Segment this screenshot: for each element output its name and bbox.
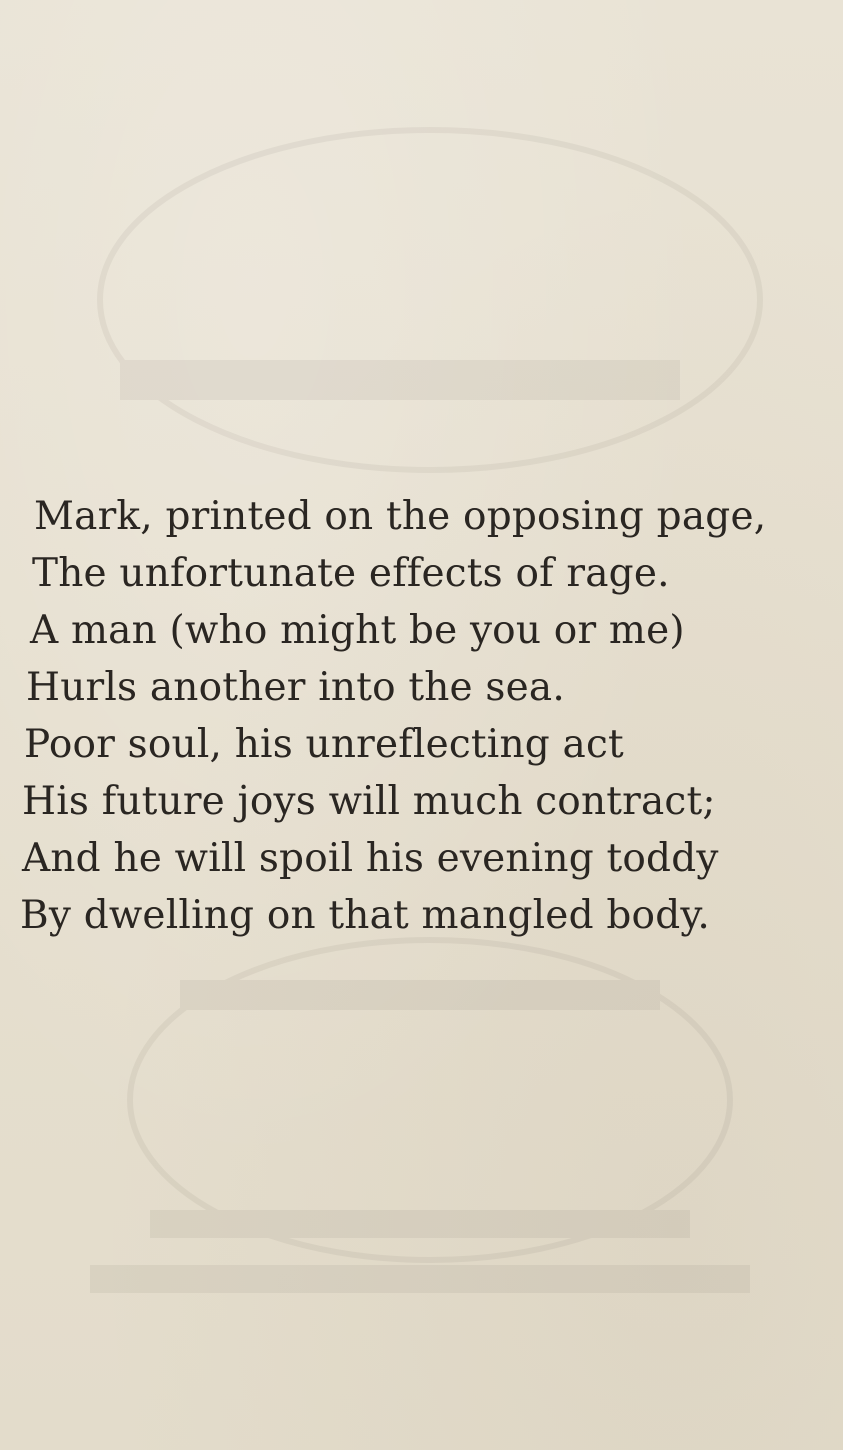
poem-line-4: Hurls another into the sea. [26,665,565,710]
poem-line-6: His future joys will much contract; [22,779,716,824]
poem-line-1: Mark, printed on the opposing page, [34,494,767,539]
poem-stanza [20,488,820,944]
poem-line-8: By dwelling on that mangled body. [20,893,711,938]
poem-line-5: Poor soul, his unreflecting act [24,722,624,767]
poem-line-3: A man (who might be you or me) [30,608,685,653]
poem-line-7: And he will spoil his evening toddy [22,836,719,881]
poem-line-2: The unfortunate effects of rage. [32,551,670,596]
